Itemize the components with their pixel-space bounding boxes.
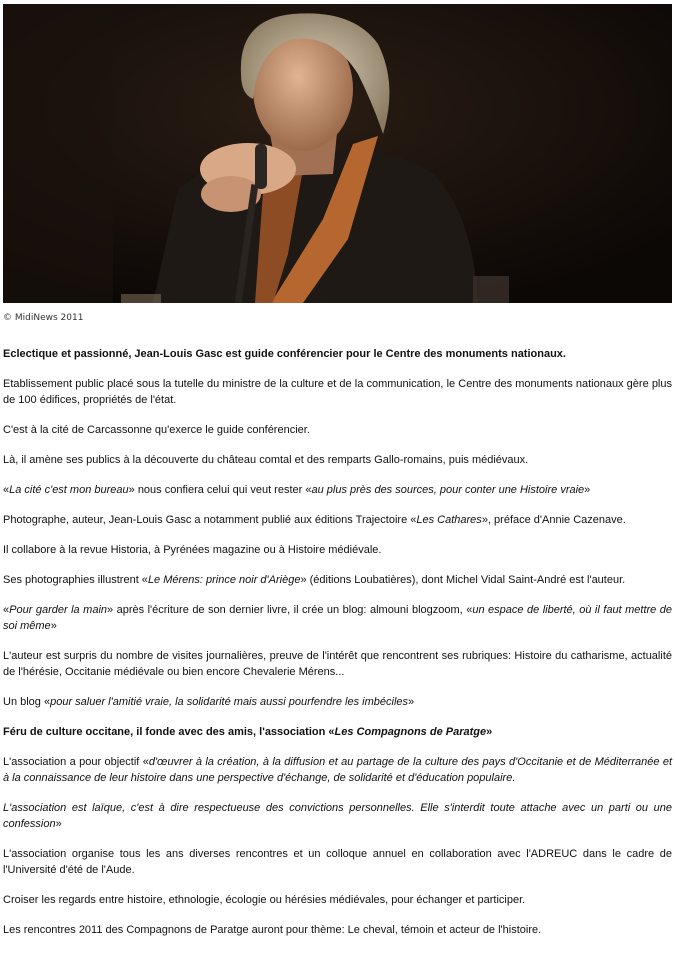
text: »: [408, 696, 415, 708]
article-paragraph: [3, 346, 672, 362]
italic-text: au plus près des sources, pour conter une Histoire vraie: [311, 484, 585, 496]
text: »: [50, 620, 57, 632]
text: C'est à la cité de Carcassonne qu'exerce le guide conférencier.: [3, 424, 310, 436]
article-paragraph: [3, 648, 672, 680]
text: L'association organise tous les ans diverses rencontres et un colloque annuel en collaboration avec l'ADREUC dans le cadre de l'Université d'été de l'Aude.: [3, 848, 672, 876]
text: »: [486, 726, 493, 738]
italic-text: d'œuvrer à la création, à la diffusion et au partage de la culture des pays d'Occitanie et de Méditerranée et à la connaissance de leur histoire dans une perspective d'échange, de solidarité et d'éducation populaire.: [3, 756, 672, 784]
text: », préface d'Annie Cazenave.: [481, 514, 626, 526]
article-body: [3, 346, 672, 952]
italic-text: Les Compagnons de Paratge: [334, 726, 487, 738]
article-paragraph: [3, 512, 672, 528]
text: »: [55, 818, 62, 830]
italic-text: Pour garder la main: [9, 604, 108, 616]
article-paragraph: [3, 482, 672, 498]
text: «: [3, 484, 10, 496]
article-paragraph: [3, 542, 672, 558]
article-paragraph: [3, 724, 672, 740]
article-paragraph: [3, 892, 672, 908]
italic-text: pour saluer l'amitié vraie, la solidarité mais aussi pourfendre les imbéciles: [50, 696, 409, 708]
text: L'association a pour objectif «: [3, 756, 149, 768]
text: Un blog «: [3, 696, 51, 708]
text: » après l'écriture de son dernier livre, il crée un blog: almouni blogzoom, «: [107, 604, 473, 616]
text: Là, il amène ses publics à la découverte du château comtal et des remparts Gallo-romains, puis médiévaux.: [3, 454, 529, 466]
italic-text: Le Mérens: prince noir d'Ariège: [147, 574, 301, 586]
text: Photographe, auteur, Jean-Louis Gasc a notamment publié aux éditions Trajectoire «: [3, 514, 417, 526]
article-paragraph: [3, 846, 672, 878]
text: Il collabore à la revue Historia, à Pyrénées magazine ou à Histoire médiévale.: [3, 544, 382, 556]
text: » (éditions Loubatières), dont Michel Vidal Saint-André est l'auteur.: [300, 574, 626, 586]
article-paragraph: [3, 800, 672, 832]
article-paragraph: [3, 422, 672, 438]
photo-credit: © MidiNews 2011: [3, 313, 84, 323]
text: «: [3, 604, 10, 616]
article-paragraph: [3, 572, 672, 588]
article-paragraph: [3, 452, 672, 468]
speaker-photo-illustration: [3, 4, 672, 303]
text: Les rencontres 2011 des Compagnons de Paratge auront pour thème: Le cheval, témoin et acteur de l'histoire.: [3, 924, 542, 936]
text: » nous confiera celui qui veut rester «: [128, 484, 312, 496]
article-paragraph: [3, 754, 672, 786]
article-paragraph: [3, 602, 672, 634]
italic-text: Les Cathares: [416, 514, 482, 526]
text: Ses photographies illustrent «: [3, 574, 148, 586]
italic-text: La cité c'est mon bureau: [9, 484, 129, 496]
italic-text: L'association est laïque, c'est à dire respectueuse des convictions personnelles. Elle s'interdit toute attache avec un parti ou une confession: [3, 802, 672, 830]
text: Etablissement public placé sous la tutelle du ministre de la culture et de la communication, le Centre des monuments nationaux gère plus de 100 édifices, propriétés de l'état.: [3, 378, 672, 406]
text: Croiser les regards entre histoire, ethnologie, écologie ou hérésies médiévales, pour échanger et participer.: [3, 894, 526, 906]
text: L'auteur est surpris du nombre de visites journalières, preuve de l'intérêt que rencontrent ses rubriques: Histoire du catharisme, actualité de l'hérésie, Occitanie médiévale ou bien encore Chevalerie Mérens...: [3, 650, 672, 678]
article-paragraph: [3, 376, 672, 408]
italic-text: un espace de liberté, où il faut mettre de soi même: [3, 604, 673, 632]
article-paragraph: [3, 694, 672, 710]
article-photo: [3, 4, 672, 303]
article-paragraph: [3, 922, 672, 938]
text: Féru de culture occitane, il fonde avec des amis, l'association «: [3, 726, 335, 738]
text: »: [584, 484, 591, 496]
text: Eclectique et passionné, Jean-Louis Gasc est guide conférencier pour le Centre des monuments nationaux.: [3, 348, 566, 360]
